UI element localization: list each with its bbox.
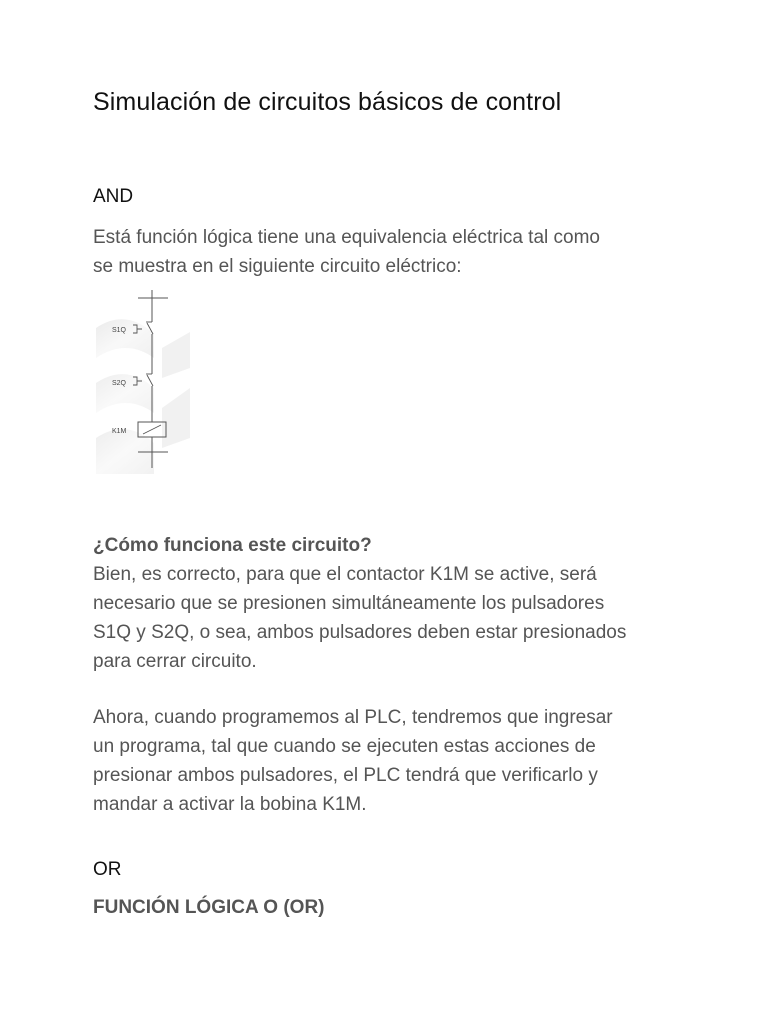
plc-line-4: mandar a activar la bobina K1M. xyxy=(93,794,367,815)
s1q-label: S1Q xyxy=(112,327,127,334)
and-intro-paragraph xyxy=(93,223,693,281)
how-it-works-question: ¿Cómo funciona este circuito? xyxy=(93,535,372,556)
or-heading: OR xyxy=(93,859,122,880)
and-circuit-diagram xyxy=(96,288,190,474)
and-intro-line-1: Está función lógica tiene una equivalencia eléctrica tal como xyxy=(93,227,600,248)
answer-line-1: Bien, es correcto, para que el contactor K1M se active, será xyxy=(93,564,597,585)
or-subheading: FUNCIÓN LÓGICA O (OR) xyxy=(93,897,325,918)
and-intro-line-2: se muestra en el siguiente circuito eléctrico: xyxy=(93,256,462,277)
page-title: Simulación de circuitos básicos de control xyxy=(93,88,562,116)
and-heading: AND xyxy=(93,186,134,207)
answer-line-2: necesario que se presionen simultáneamente los pulsadores xyxy=(93,593,605,614)
plc-line-2: un programa, tal que cuando se ejecuten estas acciones de xyxy=(93,736,596,757)
plc-line-3: presionar ambos pulsadores, el PLC tendrá que verificarlo y xyxy=(93,765,598,786)
plc-paragraph xyxy=(93,703,693,819)
how-it-works-paragraph xyxy=(93,531,693,676)
s2q-label: S2Q xyxy=(112,380,127,387)
k1m-label: K1M xyxy=(112,428,127,435)
answer-line-3: S1Q y S2Q, o sea, ambos pulsadores deben estar presionados xyxy=(93,622,627,643)
answer-line-4: para cerrar circuito. xyxy=(93,651,257,672)
plc-line-1: Ahora, cuando programemos al PLC, tendremos que ingresar xyxy=(93,707,613,728)
